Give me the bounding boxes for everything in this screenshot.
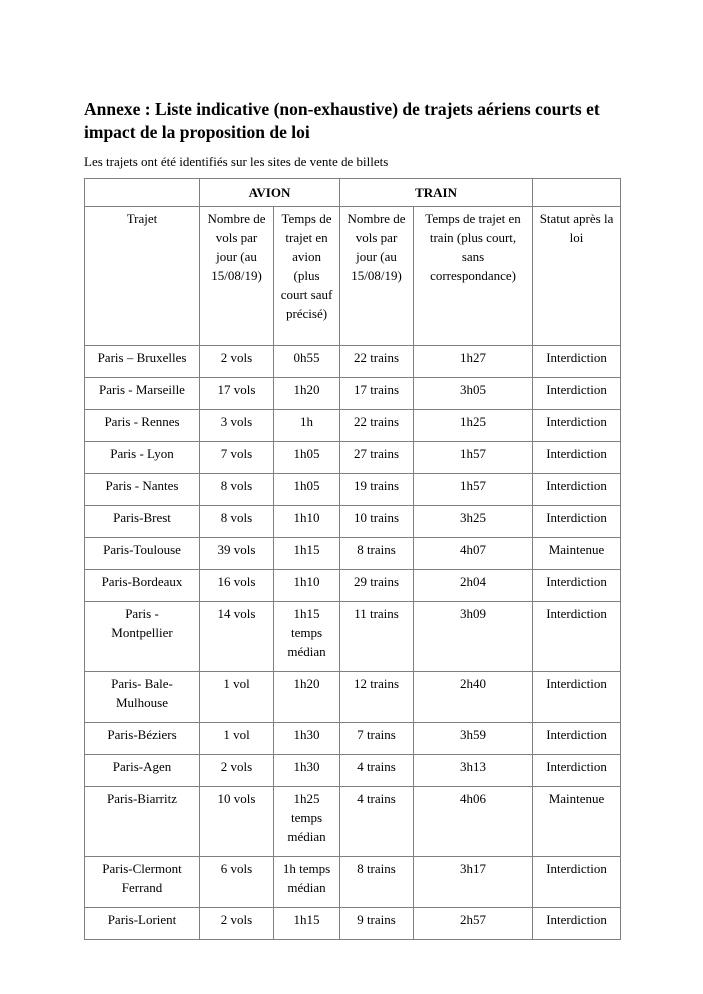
statut-cell: Interdiction [533,857,621,908]
statut-cell: Maintenue [533,787,621,857]
vols-avion-cell: 2 vols [200,346,274,378]
statut-cell: Interdiction [533,442,621,474]
trajet-cell: Paris-Clermont Ferrand [85,857,200,908]
vols-avion-cell: 17 vols [200,378,274,410]
vols-avion-cell: 16 vols [200,570,274,602]
table-row [85,346,621,378]
trajet-cell: Paris-Lorient [85,908,200,940]
temps-train-cell: 3h13 [414,755,533,787]
statut-cell: Maintenue [533,538,621,570]
table-row [85,474,621,506]
statut-cell: Interdiction [533,755,621,787]
trajet-cell: Paris - Nantes [85,474,200,506]
temps-train-cell: 2h40 [414,672,533,723]
trajet-cell: Paris-Biarritz [85,787,200,857]
temps-train-cell: 1h27 [414,346,533,378]
temps-avion-cell: 1h05 [274,474,340,506]
vols-avion-cell: 1 vol [200,723,274,755]
statut-cell: Interdiction [533,723,621,755]
temps-avion-cell: 1h25 temps médian [274,787,340,857]
table-row [85,410,621,442]
temps-avion-cell: 1h [274,410,340,442]
table-row [85,442,621,474]
table-row [85,570,621,602]
statut-cell: Interdiction [533,378,621,410]
statut-cell: Interdiction [533,410,621,442]
table-row [85,723,621,755]
vols-avion-cell: 10 vols [200,787,274,857]
temps-train-cell: 2h04 [414,570,533,602]
routes-table [84,178,621,940]
table-row [85,755,621,787]
statut-cell: Interdiction [533,908,621,940]
temps-avion-cell: 0h55 [274,346,340,378]
vols-train-cell: 4 trains [340,755,414,787]
statut-cell: Interdiction [533,346,621,378]
table-column-header-row [85,207,621,346]
temps-train-cell: 1h57 [414,474,533,506]
vols-avion-cell: 14 vols [200,602,274,672]
temps-train-cell: 4h07 [414,538,533,570]
document-title: Annexe : Liste indicative (non-exhaustive) de trajets aériens courts et impact de la proposition de loi [84,99,600,142]
temps-train-cell: 3h05 [414,378,533,410]
table-row [85,378,621,410]
group-header-avion: AVION [200,179,340,207]
table-row [85,787,621,857]
temps-avion-cell: 1h temps médian [274,857,340,908]
statut-cell: Interdiction [533,474,621,506]
temps-avion-cell: 1h15 [274,908,340,940]
vols-avion-cell: 7 vols [200,442,274,474]
statut-cell: Interdiction [533,672,621,723]
vols-train-cell: 10 trains [340,506,414,538]
vols-train-cell: 9 trains [340,908,414,940]
table-row [85,908,621,940]
temps-avion-cell: 1h15 [274,538,340,570]
vols-train-cell: 8 trains [340,857,414,908]
trajet-cell: Paris-Agen [85,755,200,787]
vols-train-cell: 17 trains [340,378,414,410]
table-row [85,857,621,908]
vols-avion-cell: 8 vols [200,474,274,506]
temps-train-cell: 3h09 [414,602,533,672]
trajet-cell: Paris-Brest [85,506,200,538]
trajet-cell: Paris - Lyon [85,442,200,474]
temps-avion-cell: 1h10 [274,506,340,538]
vols-train-cell: 7 trains [340,723,414,755]
temps-avion-cell: 1h30 [274,755,340,787]
statut-cell: Interdiction [533,506,621,538]
vols-train-cell: 19 trains [340,474,414,506]
trajet-cell: Paris - Marseille [85,378,200,410]
vols-train-cell: 27 trains [340,442,414,474]
temps-train-cell: 2h57 [414,908,533,940]
vols-train-cell: 8 trains [340,538,414,570]
trajet-cell: Paris - Rennes [85,410,200,442]
trajet-cell: Paris-Bordeaux [85,570,200,602]
table-row [85,506,621,538]
column-header-vols-train: Nombre de vols par jour (au 15/08/19) [340,207,414,346]
column-header-temps-avion: Temps de trajet en avion (plus court sauf précisé) [274,207,340,346]
table-row [85,602,621,672]
temps-avion-cell: 1h30 [274,723,340,755]
vols-avion-cell: 2 vols [200,908,274,940]
table-row [85,538,621,570]
vols-train-cell: 22 trains [340,410,414,442]
vols-train-cell: 29 trains [340,570,414,602]
vols-train-cell: 11 trains [340,602,414,672]
document-content [84,90,621,940]
group-header-train: TRAIN [340,179,533,207]
empty-header-cell [85,179,200,207]
column-header-temps-train: Temps de trajet en train (plus court, sans correspondance) [414,207,533,346]
temps-train-cell: 3h59 [414,723,533,755]
temps-avion-cell: 1h20 [274,378,340,410]
document-subtitle: Les trajets ont été identifiés sur les sites de vente de billets [84,154,389,169]
temps-train-cell: 3h17 [414,857,533,908]
vols-avion-cell: 3 vols [200,410,274,442]
vols-avion-cell: 2 vols [200,755,274,787]
vols-train-cell: 22 trains [340,346,414,378]
table-group-header-row [85,179,621,207]
vols-train-cell: 4 trains [340,787,414,857]
temps-train-cell: 4h06 [414,787,533,857]
vols-avion-cell: 39 vols [200,538,274,570]
column-header-vols-avion: Nombre de vols par jour (au 15/08/19) [200,207,274,346]
temps-avion-cell: 1h20 [274,672,340,723]
trajet-cell: Paris-Béziers [85,723,200,755]
vols-avion-cell: 1 vol [200,672,274,723]
vols-avion-cell: 6 vols [200,857,274,908]
trajet-cell: Paris-Toulouse [85,538,200,570]
temps-train-cell: 1h57 [414,442,533,474]
empty-header-cell [533,179,621,207]
table-row [85,672,621,723]
temps-avion-cell: 1h05 [274,442,340,474]
temps-avion-cell: 1h10 [274,570,340,602]
trajet-cell: Paris – Bruxelles [85,346,200,378]
vols-train-cell: 12 trains [340,672,414,723]
trajet-cell: Paris- Bale-Mulhouse [85,672,200,723]
column-header-trajet: Trajet [85,207,200,346]
temps-avion-cell: 1h15 temps médian [274,602,340,672]
vols-avion-cell: 8 vols [200,506,274,538]
temps-train-cell: 3h25 [414,506,533,538]
statut-cell: Interdiction [533,602,621,672]
column-header-statut: Statut après la loi [533,207,621,346]
statut-cell: Interdiction [533,570,621,602]
temps-train-cell: 1h25 [414,410,533,442]
trajet-cell: Paris - Montpellier [85,602,200,672]
